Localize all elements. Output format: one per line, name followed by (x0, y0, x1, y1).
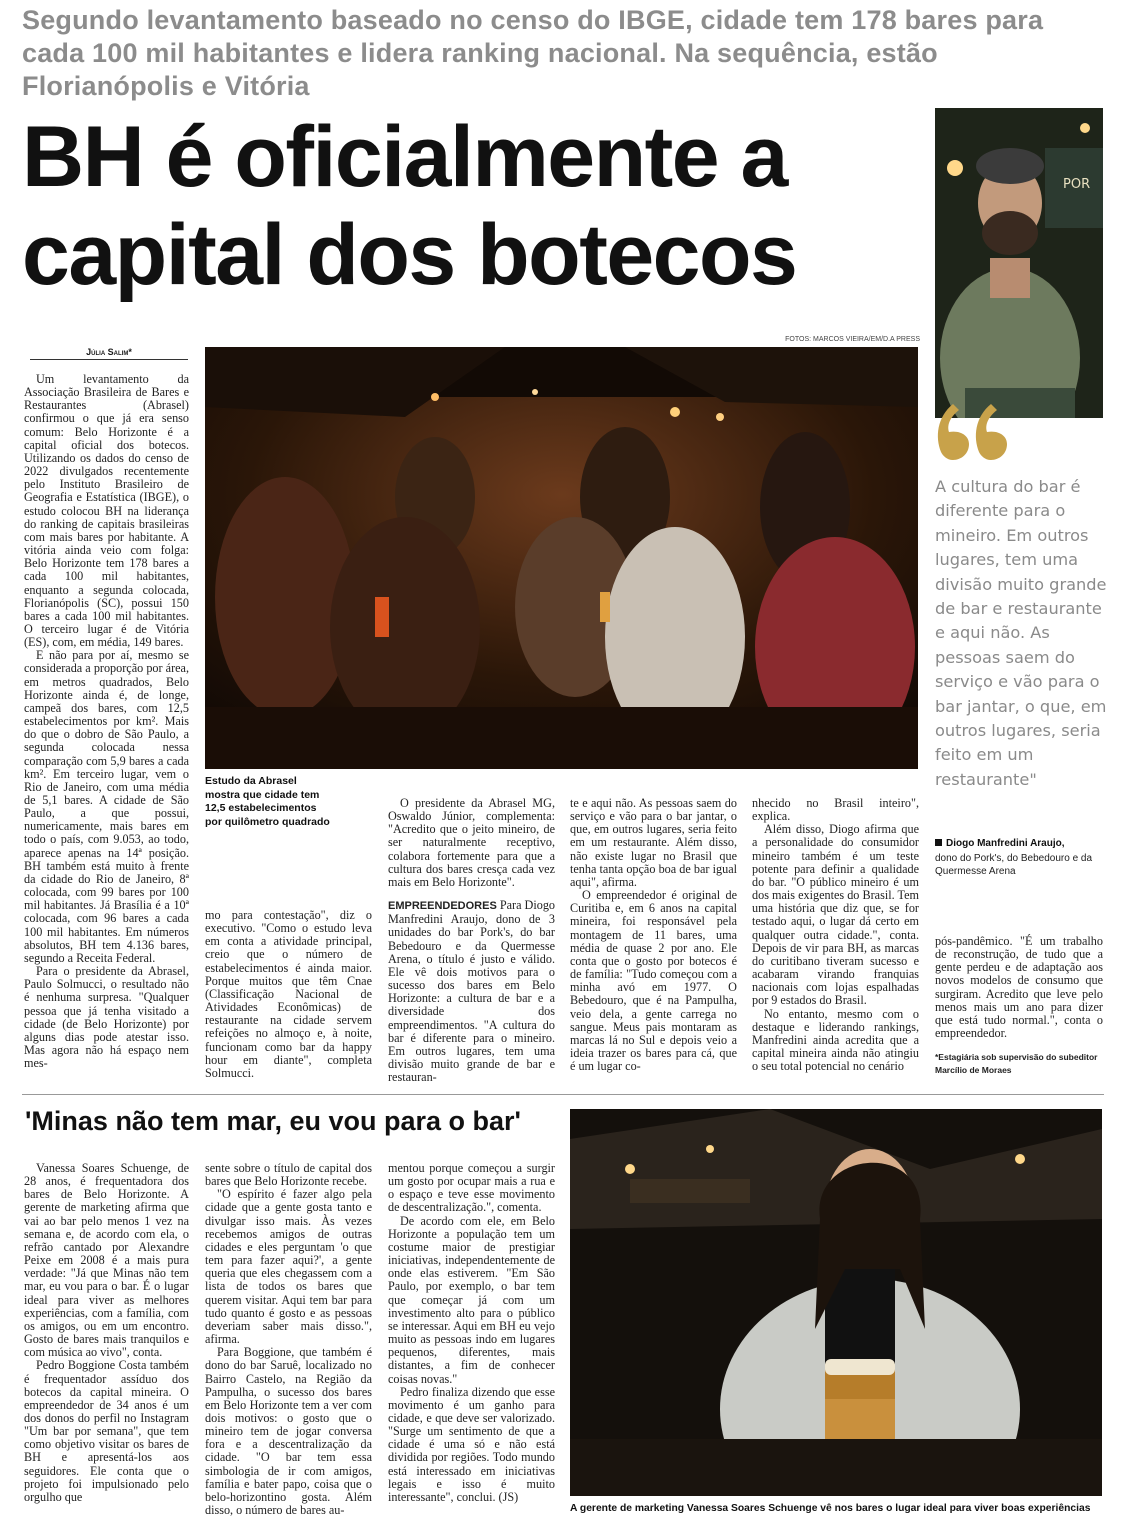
attribution-name-text: Diogo Manfredini Araujo, (946, 838, 1065, 849)
paragraph-text: Para Diogo Manfredini Araujo, dono de 3 unidades do bar Pork's, do bar Bebedouro e da Quermesse Arena, o título é justo e válido. Ele vê dois motivos para o sucesso dos bares em Belo Horizonte: a cultura de bar e a diversidade dos empreendimentos. "A cultura do bar é diferente para o mineiro. Em outros lugares, tem uma divisão muito grande de bar e restauran- (388, 898, 556, 1085)
subhead: EMPREENDEDORES (388, 900, 497, 913)
paragraph: nhecido no Brasil inteiro", explica. (752, 796, 919, 824)
s2-column-2 (205, 1162, 372, 1517)
column-5 (752, 797, 919, 1073)
bottom-photo (570, 1109, 1102, 1496)
portrait-photo (935, 108, 1103, 418)
paragraph: Vanessa Soares Schuenge, de 28 anos, é frequentadora dos bares de Belo Horizonte. A gerente de marketing afirma que vai ao bar pelo menos 1 vez na semana e, de acordo com ela, o refrão cantado por Alexandre Peixe em 2008 é a mais pura verdade: "Já que Minas não tem mar, eu vou para o bar. É o lugar ideal para viver as melhores experiências, com a família, com os amigos, ou em um encontro. Gosto de bares mais tranquilos e com música ao vivo", conta. (24, 1161, 189, 1360)
footnote: *Estagiária sob supervisão do subeditor Marcílio de Moraes (935, 1052, 1098, 1075)
paragraph: mo para contestação", diz o executivo. "Como o estudo leva em conta a atividade principal, creio que o número de estabelecimentos é ainda maior. Porque muitos que têm Cnae (Classificação Nacional de Atividades Econômicas) de restaurante na cidade servem refeições no almoço e, à noite, funcionam como bar da happy hour em diante", completa Solmucci. (205, 908, 372, 1080)
square-bullet-icon (935, 839, 942, 846)
column-4 (570, 797, 737, 1073)
kicker: Segundo levantamento baseado no censo do IBGE, cidade tem 178 bares para cada 100 mil habitantes e lidera ranking nacional. Na sequência, estão Florianópolis e Vitória (22, 5, 1044, 101)
paragraph: De acordo com ele, em Belo Horizonte a população tem um costume maior de prestigiar iniciativas, independentemente de onde elas estiverem. "Em São Paulo, por exemplo, o bar tem que começar já com um investimento alto para o público se interessar. Aqui em BH eu vejo muito as pessoas indo em lugares pequenos, diferentes, mais distantes, a fim de conhecer coisas novas." (388, 1213, 555, 1386)
woman-with-beer-photo (570, 1109, 1102, 1496)
paragraph: E não para por aí, mesmo se considerada a proporção por área, em metros quadrados, Belo Horizonte ainda é, de longe, campeã dos bares, com 12,5 estabelecimentos por km². Mais do que o dobro de São Paulo, a segunda colocada nessa comparação com 5,9 bares a cada km². Em terceiro lugar, vem o Rio de Janeiro, com uma média de 5,1 bares. A cidade de São Paulo, a que possui, numericamente, mais bares em todo o país, com 9.053, ao todo, aparece apenas na 14ª posição. BH também está muito à frente da cidade do Rio de Janeiro, 8ª colocada, com 99 bares por 100 mil habitantes. Já Brasília é a 10ª colocada, com 96 bares a cada 100 mil habitantes. Em números absolutos, BH tem 4.136 bares, segundo a Receita Federal. (24, 648, 189, 965)
main-photo-caption: Estudo da Abrasel mostra que cidade tem 12,5 estabelecimentos por quilômetro quadrado (205, 775, 330, 828)
s2-column-3 (388, 1162, 555, 1504)
column-3 (388, 797, 555, 1084)
column-1 (24, 373, 189, 1070)
paragraph: Um levantamento da Associação Brasileira de Bares e Restaurantes (Abrasel) confirmou o que já era senso comum: Belo Horizonte é a capital oficial dos botecos. Utilizando os dados do censo de 2022 divulgados recentemente pelo Instituto Brasileiro de Geografia e Estatística (IBGE), o estudo colocou BH na liderança do ranking de capitais brasileiras com mais bares por habitante. A vitória ainda veio com folga: Belo Horizonte tem 178 bares a cada 100 mil habitantes, enquanto a segunda colocada, Florianópolis (SC), possui 150 bares a cada 100 mil habitantes. O terceiro lugar é de Vitória (ES), com, em média, 149 bares. (24, 372, 189, 650)
paragraph: O empreendedor é original de Curitiba e, em 6 anos na capital mineira, foi responsável pela montagem de 11 bares, uma média de quase 2 por ano. Ele conta que o gosto por botecos é de família: "Tudo começou com a minha avó em 1977. O Bebedouro, que é na Pampulha, veio dela, a gente carrega no sangue. Meus pais montaram as marcas lá no Sul e depois veio a ideia trazer os bares para cá, que é um lugar co- (570, 888, 737, 1074)
photo-credit: FOTOS: MARCOS VIEIRA/EM/D.A PRESS (785, 336, 920, 343)
main-photo (205, 347, 918, 769)
section-divider (22, 1094, 1104, 1095)
paragraph: "O espírito é fazer algo pela cidade que a gente gosta tanto e divulgar isso mais. Às vezes recebemos amigos de outras cidades e eles perguntam 'o que tem para fazer aqui?', a gente queria que eles chegassem com a lista de todos os bares que querem visitar. Aqui tem bar para tudo quanto é gosto e as pessoas deveriam saber mais disso.", afirma. (205, 1187, 372, 1347)
paragraph: Para o presidente da Abrasel, Paulo Solmucci, o resultado não é nenhuma surpresa. "Qualquer pessoa que já tenha visitado a cidade (de Belo Horizonte) por alguns dias pode atestar isso. Mas agora não há espaço nem mes- (24, 964, 189, 1071)
byline: Júlia Salim* (30, 347, 188, 360)
paragraph: Além disso, Diogo afirma que a personalidade do consumidor mineiro também é um teste potente para definir a qualidade do bar. "O público mineiro é um dos mais exigentes do Brasil. Tem uma história que diz que, se for testado aqui, o lugar dá certo em qualquer outra cidade.", conta. Depois de vir para BH, as marcas do curitibano tiveram sucesso e acabaram virando franquias nacionais com lojas espalhadas por 9 estados do Brasil. (752, 822, 919, 1008)
quote-attribution-name (935, 838, 1115, 849)
paragraph: pós-pandêmico. "É um trabalho de reconstrução, de tudo que a gente perdeu e de adaptação aos novos modelos de consumo que surgiram. Acredito que leve pelo menos mais um ano para dizer que está tudo normal.", conta o empreendedor. (935, 934, 1103, 1041)
bottom-photo-caption: A gerente de marketing Vanessa Soares Schuenge vê nos bares o lugar ideal para viver boas experiências (570, 1503, 1091, 1514)
quote-mark-icon (933, 392, 1013, 462)
pull-quote: A cultura do bar é diferente para o mineiro. Em outros lugares, tem uma divisão muito grande de bar e restaurante e aqui não. As pessoas saem do serviço e vão para o bar jantar, o que, em outros lugares, seria feito em um restaurante" (935, 477, 1107, 789)
bar-crowd-photo (205, 347, 918, 769)
headline: BH é oficialmente a capital dos botecos (22, 109, 797, 303)
svg-text:POR: POR (1063, 177, 1091, 192)
paragraph: te e aqui não. As pessoas saem do serviço e vão para o bar jantar, o que, em outros lugares, seria feito em um restaurante. Além disso, não existe lugar no Brasil que tenha tanta opção boa de bar igual aqui", afirma. (570, 796, 737, 889)
paragraph: O presidente da Abrasel MG, Oswaldo Júnior, complementa: "Acredito que o jeito mineiro, de ser naturalmente receptivo, colabora fortemente para que a cultura dos bares cresça cada vez mais em Belo Horizonte". (388, 796, 555, 889)
column-6 (935, 935, 1103, 1040)
portrait-man-photo (935, 108, 1103, 418)
paragraph: Pedro Boggione Costa também é frequentador assíduo dos botecos da capital mineira. O empreendedor de 34 anos é um dos donos do perfil no Instagram "Um bar por semana", que tem como objetivo visitar os bares de BH e apresentá-los aos seguidores. Ele conta que o projeto foi impulsionado pelo orgulho que (24, 1358, 189, 1504)
column-2 (205, 909, 372, 1080)
paragraph: mentou porque começou a surgir um gosto por ocupar mais a rua e o espaço e teve esse movimento de descentralização.", comenta. (388, 1161, 555, 1215)
paragraph: Para Boggione, que também é dono do bar Saruê, localizado no Bairro Castelo, na Região da Pampulha, o sucesso dos bares em Belo Horizonte tem a ver com dois motivos: o gosto que o mineiro tem de jogar conversa fora e a descentralização da cidade. "O bar tem essa simbologia de ir com amigos, família e bater papo, coisa que o belo-horizontino gosta. Além disso, o número de bares au- (205, 1345, 372, 1518)
quote-attribution-desc: dono do Pork's, do Bebedouro e da Quermesse Arena (935, 853, 1093, 877)
paragraph: sente sobre o título de capital dos bares que Belo Horizonte recebe. (205, 1161, 372, 1189)
s2-column-1 (24, 1162, 189, 1504)
paragraph-with-subhead (388, 899, 555, 1084)
paragraph: No entanto, mesmo com o destaque e liderando rankings, Manfredini ainda acredita que a capital mineira ainda não atingiu o seu total potencial no cenário (752, 1006, 919, 1074)
section2-title: 'Minas não tem mar, eu vou para o bar' (25, 1106, 521, 1136)
paragraph: Pedro finaliza dizendo que esse movimento é um ganho para cidade, e que deve ser valorizado. "Surge um sentimento de que a cidade é uma só e não está dividida por regiões. Todo mundo está interessado em iniciativas legais e isso é muito interessante", conclui. (JS) (388, 1384, 555, 1504)
